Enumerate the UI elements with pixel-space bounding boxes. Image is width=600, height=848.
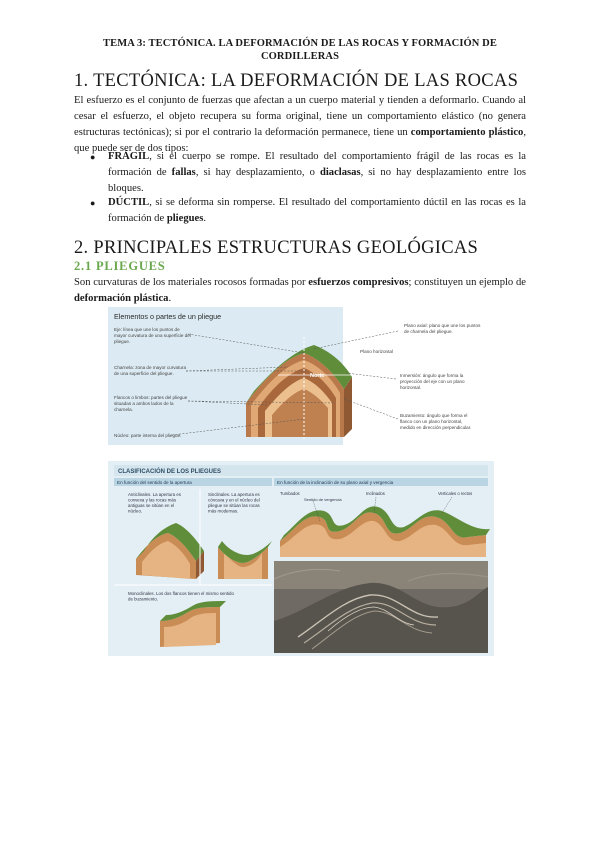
intro-bold-term: comportamiento plástico [410,127,524,138]
subsection-pliegues-heading: 2.1 PLIEGUES [74,259,166,273]
bullet-fragil-label: FRÁGIL [108,151,150,162]
pliegues-paragraph [74,275,526,307]
bullet-ductil-pliegues: pliegues [166,213,204,224]
fold-elements-figure [108,307,494,453]
bullet-fragil-fallas: fallas [171,167,196,178]
section-1-intro-paragraph [74,93,526,157]
north-label: Norte [310,373,325,379]
bullet-fragil-text-3: , si no hay desplazamiento entre los bloques. [108,167,526,194]
pliegues-text-e: . [168,293,172,304]
bullet-dot: ● [90,198,96,208]
pliegues-text-c: ; constituyen un ejemplo de [408,277,526,288]
bullet-dot: ● [90,152,96,162]
bullet-fragil-text-2: , si hay desplazamiento, o [195,167,320,178]
svg-text:Monoclinales. Los dos flancos: Monoclinales. Los dos flancos tienen el mismo sentido de buzamiento. [128,591,234,602]
label-flancos: Flancos o limbos: partes del pliegue situadas a ambos lados de la charnela. [114,395,188,412]
figure-2-title: CLASIFICACIÓN DE LOS PLIEGUES [118,469,222,475]
section-2-heading: 2. PRINCIPALES ESTRUCTURAS GEOLÓGICAS [74,238,479,258]
label-eje: Eje: línea que une los puntos de mayor curvatura de una superficie del pliegue. [114,327,191,344]
svg-text:Sinclinales. La apertura escón: Sinclinales. La apertura es cóncava y en el núcleo del pliegue se sitúan las rocas más modernas. [208,492,260,514]
intro-text-c: , que puede ser de dos tipos: [74,127,526,154]
label-vergencia: Sentido de vergencia [304,497,342,502]
label-inclinados: Inclinados [366,491,385,496]
bullet-ductil-text [108,195,526,227]
intro-text-a: El esfuerzo es el conjunto de fuerzas que afectan a un cuerpo material y tienden a deformarlo. Cuando al cesar el esfuerzo, el objeto recupera su forma original, tiene un comportamiento elástico (no genera estructuras tectónicas); si por el contrario la deformación permanece, tiene un [74,95,526,138]
document-title [80,37,520,63]
pliegues-bold-1: esfuerzos compresivos [308,277,409,288]
label-charnela: Charnela: zona de mayor curvatura de una superficie del pliegue. [114,365,187,376]
section-1-heading: 1. TECTÓNICA: LA DEFORMACIÓN DE LAS ROCAS [74,71,519,91]
label-verticales: Verticales o rectos [438,491,473,496]
label-buzamiento: Buzamiento: ángulo que forma el flanco con un plano horizontal, medido en dirección perpendicular. [400,413,472,430]
col-right-header: En función de la inclinación de su plano axial y vergencia [277,480,394,485]
figure-1-title: Elementos o partes de un pliegue [114,312,222,321]
document-title-line-1: TEMA 3: TECTÓNICA. LA DEFORMACIÓN DE LAS ROCAS Y FORMACIÓN DE [103,38,497,49]
bullet-ductil-text-2: . [203,213,206,224]
label-tumbados: Tumbados [280,491,300,496]
col-left-header: En función del sentido de la apertura [117,480,192,485]
bullet-fragil-text [108,149,526,197]
bullet-ductil-label: DÚCTIL [108,197,150,208]
label-plano-horizontal: Plano horizontal [360,349,393,354]
bullet-fragil-text-1: , si el cuerpo se rompe. El resultado del comportamiento frágil de las rocas es la formación de [108,151,526,178]
pliegues-bold-2: deformación plástica [74,293,169,304]
document-title-line-2: CORDILLERAS [260,51,340,62]
svg-text:Anticlinales. La apertura esco: Anticlinales. La apertura es convexa y las rocas más antiguas se sitúan en el núcleo. [128,492,181,514]
bullet-fragil-diaclasas: diaclasas [319,167,361,178]
fold-classification-figure [108,461,494,656]
label-inmersion: Inmersión: ángulo que forma la proyección del eje con un plano horizontal. [400,373,465,390]
bullet-ductil-text-1: , si se deforma sin romperse. El resultado del comportamiento dúctil en las rocas es la formación de [108,197,526,224]
fold-field-photo [274,561,488,653]
pliegues-text-a: Son curvaturas de los materiales rocosos formadas por [74,277,309,288]
label-plano-axial: Plano axial: plano que une los puntos de charnela del pliegue. [404,323,481,334]
label-nucleo: Núcleo: parte interna del pliegue. [114,433,182,438]
